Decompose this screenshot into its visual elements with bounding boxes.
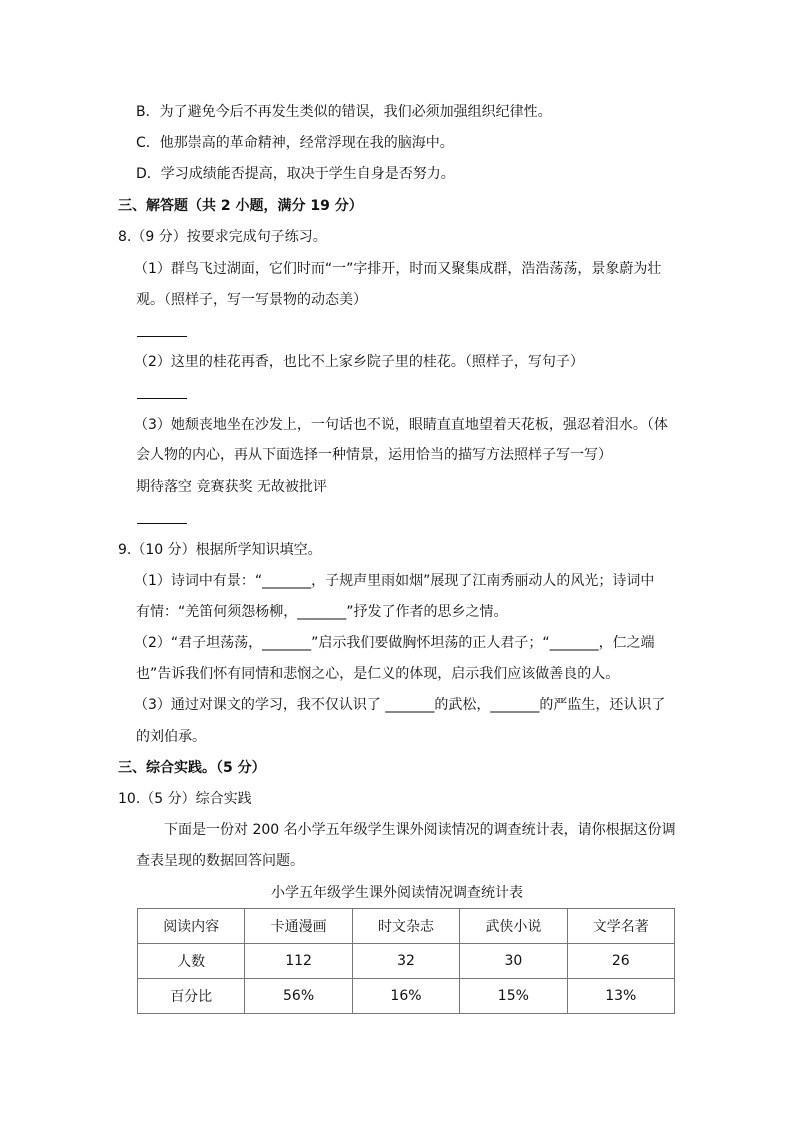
table-cell: 武侠小说 bbox=[460, 909, 567, 944]
table-cell: 百分比 bbox=[138, 979, 245, 1014]
q8-part1-line2: 观。（照样子，写一写景物的动态美） bbox=[136, 292, 367, 308]
table-cell: 时文杂志 bbox=[352, 909, 459, 944]
table-cell: 112 bbox=[245, 944, 352, 979]
q9-stem: 9.（10 分）根据所学知识填空。 bbox=[118, 542, 322, 558]
q9-line5: （3）通过对课文的学习，我不仅认识了 _______的武松，_______的严监生，还认识了 bbox=[134, 697, 666, 713]
q9-line4: 也”告诉我们怀有同情和悲悯之心，是仁义的体现，启示我们应该做善良的人。 bbox=[136, 666, 620, 682]
table-cell: 56% bbox=[245, 979, 352, 1014]
table-cell: 32 bbox=[352, 944, 459, 979]
q10-intro-line1: 下面是一份对 200 名小学五年级学生课外阅读情况的调查统计表，请你根据这份调 bbox=[164, 822, 676, 838]
table-cell: 人数 bbox=[138, 944, 245, 979]
table-cell: 26 bbox=[567, 944, 674, 979]
option-d: D．学习成绩能否提高，取决于学生自身是否努力。 bbox=[136, 166, 455, 182]
q9-line3: （2）“君子坦荡荡，_______”启示我们要做胸怀坦荡的正人君子；“_______，仁之端 bbox=[134, 635, 655, 651]
q8-stem: 8.（9 分）按要求完成句子练习。 bbox=[118, 229, 327, 245]
table-cell: 文学名著 bbox=[567, 909, 674, 944]
option-b: B．为了避免今后不再发生类似的错误，我们必须加强组织纪律性。 bbox=[136, 104, 552, 120]
table-row bbox=[138, 909, 675, 944]
table-cell: 16% bbox=[352, 979, 459, 1014]
option-c: C．他那崇高的革命精神，经常浮现在我的脑海中。 bbox=[136, 135, 454, 151]
table-title: 小学五年级学生课外阅读情况调查统计表 bbox=[271, 885, 523, 901]
table-cell: 阅读内容 bbox=[138, 909, 245, 944]
table-cell: 30 bbox=[460, 944, 567, 979]
q8-part3-options: 期待落空 竞赛获奖 无故被批评 bbox=[136, 479, 327, 495]
q9-line1: （1）诗词中有景：“_______，子规声里雨如烟”展现了江南秀丽动人的风光；诗词中 bbox=[134, 573, 655, 589]
answer-blank bbox=[137, 398, 187, 399]
q10-intro-line2: 查表呈现的数据回答问题。 bbox=[136, 853, 304, 869]
table-cell: 15% bbox=[460, 979, 567, 1014]
q8-part3-line1: （3）她颓丧地坐在沙发上，一句话也不说，眼睛直直地望着天花板，强忍着泪水。（体 bbox=[134, 417, 668, 433]
table-row bbox=[138, 944, 675, 979]
q9-line2: 有情：“羌笛何须怨杨柳，_______”抒发了作者的思乡之情。 bbox=[136, 604, 508, 620]
table-row bbox=[138, 979, 675, 1014]
q8-part1-line1: （1）群鸟飞过湖面，它们时而“一”字排开，时而又聚集成群，浩浩荡荡，景象蔚为壮 bbox=[134, 261, 662, 277]
answer-blank bbox=[137, 336, 187, 337]
q8-part3-line2: 会人物的内心，再从下面选择一种情景，运用恰当的描写方法照样子写一写） bbox=[136, 447, 612, 463]
table-cell: 卡通漫画 bbox=[245, 909, 352, 944]
reading-survey-table bbox=[137, 908, 675, 1014]
table-cell: 13% bbox=[567, 979, 674, 1014]
section-heading: 三、解答题（共 2 小题，满分 19 分） bbox=[118, 198, 363, 214]
q10-stem: 10.（5 分）综合实践 bbox=[118, 791, 252, 807]
q9-line6: 的刘伯承。 bbox=[136, 729, 206, 745]
q8-part2: （2）这里的桂花再香，也比不上家乡院子里的桂花。（照样子，写句子） bbox=[134, 354, 584, 370]
answer-blank bbox=[137, 523, 187, 524]
section-heading: 三、综合实践。（5 分） bbox=[118, 760, 266, 776]
